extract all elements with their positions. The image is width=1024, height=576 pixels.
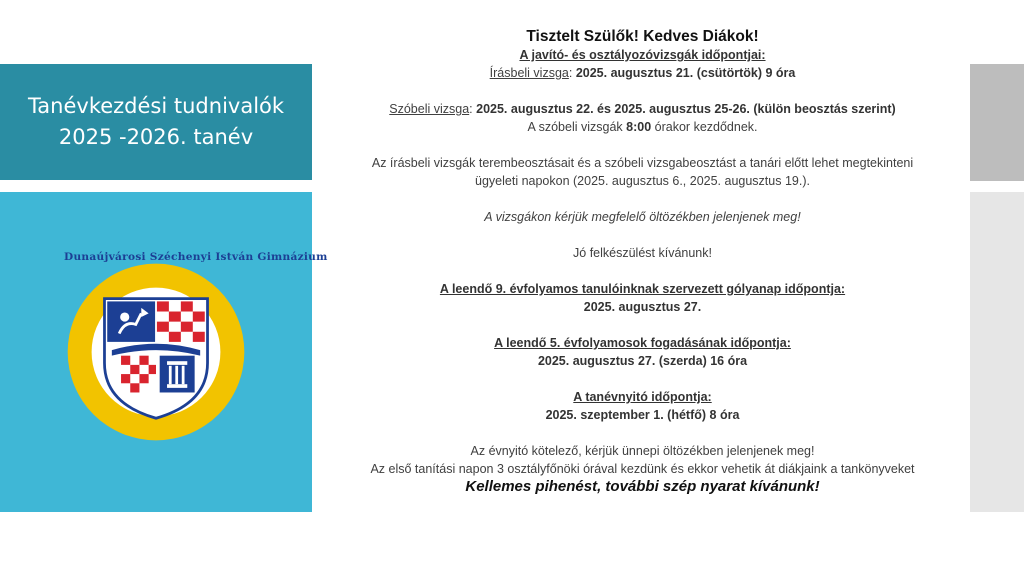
exam-title: A javító- és osztályozóvizsgák időpontjai:: [519, 48, 766, 62]
opening-title: A tanévnyitó időpontja:: [573, 390, 712, 404]
logo-ring-text: Dunaújvárosi Széchenyi István Gimnázium: [64, 251, 328, 263]
title-panel: [0, 64, 312, 180]
freshman-day-title: A leendő 9. évfolyamos tanulóinknak szervezett gólyanap időpontja:: [439, 282, 846, 296]
good-luck-text: Jó felkészülést kívánunk!: [573, 246, 712, 260]
written-exam-value: 2025. augusztus 21. (csütörtök) 9 óra: [575, 66, 796, 80]
room-info-line2: ügyeleti napokon (2025. augusztus 6., 2025. augusztus 19.).: [475, 174, 810, 188]
logo-panel: [0, 192, 328, 512]
notice-heading: Tisztelt Szülők! Kedves Diákok!: [526, 28, 759, 45]
logo-shield: [104, 299, 207, 419]
notice-content: [330, 28, 955, 496]
decorative-bar-bottom: [970, 192, 1024, 512]
room-info-line1: Az írásbeli vizsgák terembeosztásait és a szóbeli vizsgabeosztást a tanári előtt lehet megtekinteni: [371, 156, 914, 170]
school-logo: [64, 251, 328, 444]
closing-message: Kellemes pihenést, további szép nyarat kívánunk!: [465, 478, 820, 495]
oral-start-post: órakor kezdődnek.: [651, 120, 758, 134]
oral-start-pre: A szóbeli vizsgák: [527, 120, 627, 134]
written-exam-label: Írásbeli vizsga: [489, 66, 569, 80]
written-exam-sep: :: [568, 66, 576, 80]
fifth-grade-title: A leendő 5. évfolyamosok fogadásának időpontja:: [494, 336, 791, 350]
oral-exam-value: 2025. augusztus 22. és 2025. augusztus 25-26. (külön beosztás szerint): [476, 102, 896, 116]
fifth-grade-date: 2025. augusztus 27. (szerda) 16 óra: [537, 354, 748, 368]
oral-start-time: 8:00: [626, 120, 652, 134]
decorative-bar-top: [970, 64, 1024, 181]
opening-note-line2: Az első tanítási napon 3 osztályfőnöki órával kezdünk és ekkor vehetik át diákjaink a tankönyveket: [370, 462, 915, 476]
attire-note: A vizsgákon kérjük megfelelő öltözékben jelenjenek meg!: [484, 210, 801, 224]
oral-exam-sep: :: [469, 102, 477, 116]
page-title: Tanévkezdési tudnivalók: [27, 94, 285, 118]
freshman-day-date: 2025. augusztus 27.: [583, 300, 702, 314]
opening-note-line1: Az évnyitó kötelező, kérjük ünnepi öltözékben jelenjenek meg!: [470, 444, 815, 458]
school-year-subtitle: 2025 -2026. tanév: [58, 125, 254, 149]
oral-exam-label: Szóbeli vizsga: [389, 102, 470, 116]
opening-date: 2025. szeptember 1. (hétfő) 8 óra: [545, 408, 740, 422]
